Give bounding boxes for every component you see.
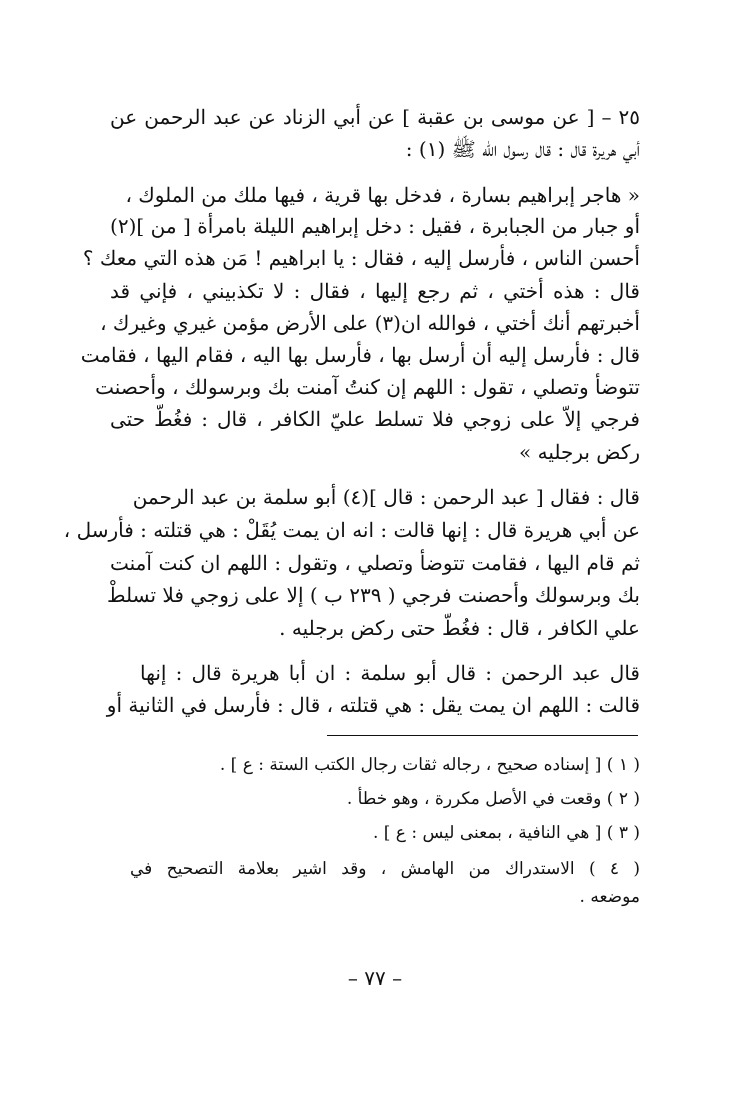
footnote: ( ٢ ) وقعت في الأصل مكررة ، وهو خطأ . [346, 789, 640, 809]
text-line: فرجي إلاّ على زوجي فلا تسلط عليّ الكافر ، قال : فغُطّ حتى [110, 407, 640, 431]
text-line: أخبرتهم أنك أختي ، فوالله ان(٣) على الأرض مؤمن غيري وغيرك ، [100, 311, 640, 335]
footnote-continuation: موضعه . [579, 887, 640, 907]
text-line: بك وبرسولك وأحصنت فرجي ( ٢٣٩ ب ) إلا على زوجي فلا تسلطْ [107, 583, 640, 607]
text-line: قال : فقال [ عبد الرحمن : قال ](٤) أبو سلمة بن عبد الرحمن [132, 485, 640, 509]
text-line: عن أبي هريرة قال : إنها قالت : انه ان يمت يُقَلْ : هي قتلته : فأرسل ، [63, 518, 640, 542]
text-line: أو جبار من الجبابرة ، فقيل : دخل إبراهيم الليلة بامرأة [ من ](٢) [110, 214, 640, 238]
text-line: أبي هريرة قال : قال رسول الله ﷺ (١) : [405, 137, 640, 161]
text-line: ركض برجليه » [519, 440, 640, 464]
text-line: قال عبد الرحمن : قال أبو سلمة : ان أبا هريرة قال : إنها [140, 661, 640, 685]
footnote: ( ١ ) [ إسناده صحيح ، رجاله ثقات رجال الكتب الستة : ع ] . [219, 755, 640, 775]
text-line: « هاجر إبراهيم بسارة ، فدخل بها قرية ، فيها ملك من الملوك ، [125, 183, 640, 207]
footnote-separator [327, 735, 638, 736]
text-line: ثم قام اليها ، فقامت تتوضأ وتصلي ، وتقول : اللهم ان كنت آمنت [110, 551, 640, 575]
text-line: أحسن الناس ، فأرسل إليه ، فقال : يا ابراهيم ! مَن هذه التي معك ؟ [82, 246, 640, 270]
text-line: ٢٥ – [ عن موسى بن عقبة ] عن أبي الزناد عن عبد الرحمن عن [110, 105, 640, 129]
footnote: ( ٣ ) [ هي النافية ، بمعنى ليس : ع ] . [372, 823, 640, 843]
text-line: قال : هذه أختي ، ثم رجع إليها ، فقال : لا تكذبيني ، فإني قد [110, 279, 640, 303]
text-line: علي الكافر ، قال : فغُطّ حتى ركض برجليه . [279, 616, 640, 640]
footnote: ( ٤ ) الاستدراك من الهامش ، وقد اشير بعلامة التصحيح في [130, 859, 640, 879]
text-line: قال : فأرسل إليه أن أرسل بها ، فأرسل بها اليه ، فقام اليها ، فقامت [80, 343, 640, 367]
text-line: تتوضأ وتصلي ، تقول : اللهم إن كنتُ آمنت بك وبرسولك ، وأحصنت [95, 375, 640, 399]
text-line: قالت : اللهم ان يمت يقل : هي قتلته ، قال : فأرسل في الثانية أو [106, 693, 640, 717]
page-number: – ٧٧ – [347, 966, 403, 990]
